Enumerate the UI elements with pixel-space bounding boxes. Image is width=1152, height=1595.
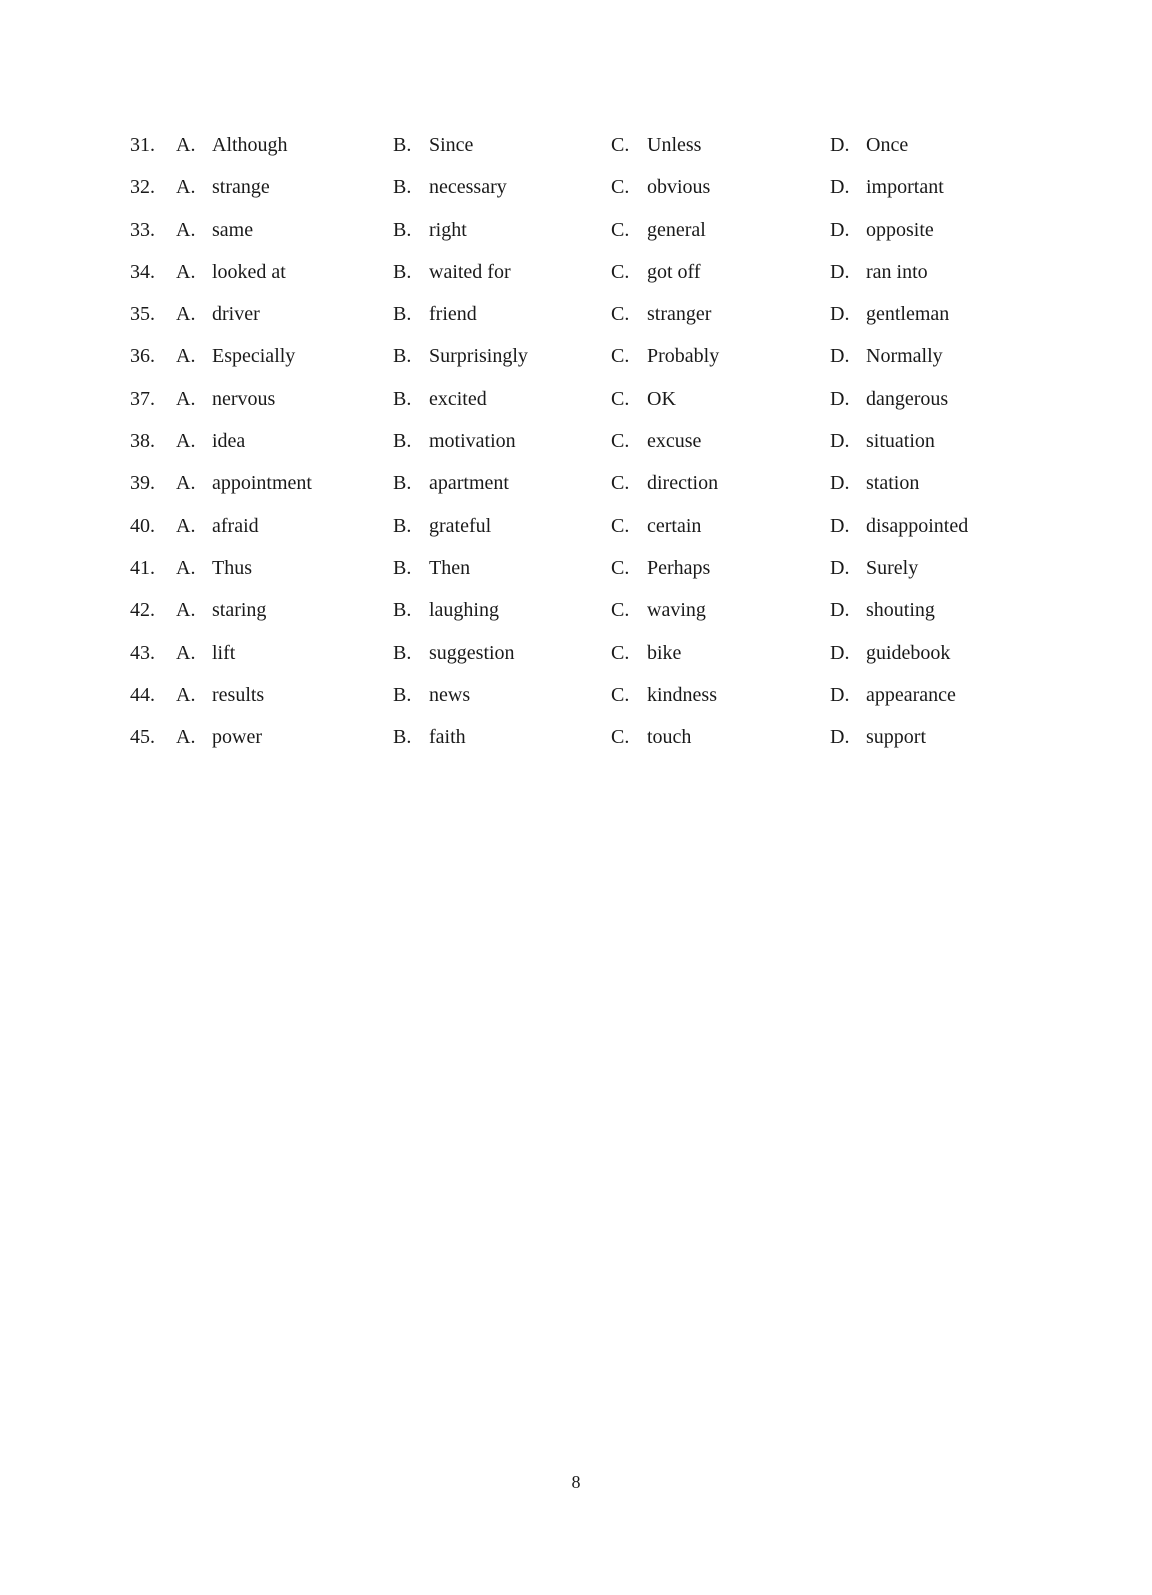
option-letter: A.: [176, 472, 196, 495]
option-letter: C.: [611, 430, 630, 453]
option-text: Surprisingly: [429, 345, 528, 368]
option-text: right: [429, 218, 467, 241]
option-text: power: [212, 726, 262, 749]
question-number: 36.: [130, 345, 155, 368]
option-letter: C.: [611, 556, 630, 579]
option-text: strange: [212, 176, 270, 199]
question-row: [130, 632, 1030, 674]
option-letter: A.: [176, 514, 196, 537]
question-row: [130, 209, 1030, 251]
question-row: [130, 547, 1030, 589]
question-number: 43.: [130, 641, 155, 664]
option-letter: D.: [830, 260, 850, 283]
option-text: guidebook: [866, 641, 951, 664]
question-row: [130, 251, 1030, 293]
option-text: faith: [429, 726, 466, 749]
option-text: Although: [212, 134, 288, 156]
option-letter: B.: [393, 641, 412, 664]
option-letter: D.: [830, 726, 850, 749]
question-row: [130, 716, 1030, 758]
option-letter: C.: [611, 134, 630, 156]
option-text: same: [212, 218, 254, 241]
option-letter: C.: [611, 599, 630, 622]
option-text: kindness: [647, 683, 717, 706]
option-text: got off: [647, 260, 701, 283]
option-letter: D.: [830, 599, 850, 622]
option-letter: B.: [393, 387, 412, 410]
option-text: station: [866, 472, 920, 495]
option-text: laughing: [429, 599, 499, 622]
question-row: [130, 124, 1030, 166]
option-text: bike: [647, 641, 682, 664]
option-letter: B.: [393, 345, 412, 368]
option-letter: C.: [611, 218, 630, 241]
option-letter: D.: [830, 556, 850, 579]
option-letter: C.: [611, 303, 630, 326]
option-letter: B.: [393, 472, 412, 495]
question-number: 39.: [130, 472, 155, 495]
question-number: 31.: [130, 134, 155, 156]
option-letter: D.: [830, 176, 850, 199]
option-letter: B.: [393, 430, 412, 453]
option-letter: D.: [830, 387, 850, 410]
question-number: 42.: [130, 599, 155, 622]
option-letter: B.: [393, 599, 412, 622]
option-text: excited: [429, 387, 487, 410]
option-letter: A.: [176, 641, 196, 664]
option-text: idea: [212, 430, 246, 453]
option-letter: A.: [176, 345, 196, 368]
question-row: [130, 293, 1030, 335]
option-text: obvious: [647, 176, 711, 199]
option-text: afraid: [212, 514, 259, 537]
question-number: 38.: [130, 430, 155, 453]
option-text: lift: [212, 641, 236, 664]
option-letter: D.: [830, 472, 850, 495]
option-text: Since: [429, 134, 474, 156]
option-text: friend: [429, 303, 477, 326]
question-row: [130, 420, 1030, 462]
question-number: 44.: [130, 683, 155, 706]
question-list: [130, 124, 1030, 758]
option-letter: D.: [830, 303, 850, 326]
option-letter: C.: [611, 260, 630, 283]
question-row: [130, 462, 1030, 504]
option-text: looked at: [212, 260, 286, 283]
option-text: dangerous: [866, 387, 949, 410]
option-text: touch: [647, 726, 692, 749]
option-letter: D.: [830, 134, 850, 156]
option-letter: B.: [393, 726, 412, 749]
question-row: [130, 166, 1030, 208]
option-letter: A.: [176, 683, 196, 706]
option-text: OK: [647, 387, 676, 410]
option-letter: A.: [176, 134, 196, 156]
question-row: [130, 589, 1030, 631]
question-row: [130, 335, 1030, 377]
option-text: important: [866, 176, 944, 199]
option-text: Then: [429, 556, 471, 579]
question-number: 35.: [130, 303, 155, 326]
option-text: Unless: [647, 134, 702, 156]
option-letter: D.: [830, 514, 850, 537]
option-text: Especially: [212, 345, 296, 368]
option-text: Perhaps: [647, 556, 711, 579]
option-letter: C.: [611, 345, 630, 368]
question-number: 34.: [130, 260, 155, 283]
question-row: [130, 674, 1030, 716]
option-text: shouting: [866, 599, 935, 622]
question-row: [130, 378, 1030, 420]
option-text: certain: [647, 514, 702, 537]
option-text: disappointed: [866, 514, 969, 537]
question-row: [130, 505, 1030, 547]
option-letter: A.: [176, 387, 196, 410]
option-text: Normally: [866, 345, 943, 368]
option-text: gentleman: [866, 303, 950, 326]
option-letter: B.: [393, 303, 412, 326]
option-letter: C.: [611, 514, 630, 537]
option-letter: A.: [176, 176, 196, 199]
option-text: Once: [866, 134, 909, 156]
option-text: driver: [212, 303, 260, 326]
option-text: situation: [866, 430, 935, 453]
option-text: waving: [647, 599, 706, 622]
option-text: motivation: [429, 430, 516, 453]
option-letter: B.: [393, 514, 412, 537]
option-letter: B.: [393, 556, 412, 579]
option-letter: D.: [830, 430, 850, 453]
option-text: excuse: [647, 430, 702, 453]
page-number: 8: [571, 1472, 581, 1492]
option-text: Surely: [866, 556, 919, 579]
option-letter: C.: [611, 176, 630, 199]
option-text: news: [429, 683, 471, 706]
question-number: 33.: [130, 218, 155, 241]
option-letter: C.: [611, 387, 630, 410]
option-text: staring: [212, 599, 267, 622]
option-letter: A.: [176, 556, 196, 579]
question-number: 37.: [130, 387, 155, 410]
question-number: 41.: [130, 556, 155, 579]
option-text: opposite: [866, 218, 934, 241]
option-text: grateful: [429, 514, 492, 537]
option-letter: A.: [176, 260, 196, 283]
option-letter: C.: [611, 683, 630, 706]
option-letter: C.: [611, 472, 630, 495]
option-letter: C.: [611, 641, 630, 664]
option-text: support: [866, 726, 926, 749]
option-letter: D.: [830, 683, 850, 706]
question-number: 32.: [130, 176, 155, 199]
option-letter: A.: [176, 303, 196, 326]
option-letter: D.: [830, 641, 850, 664]
option-letter: D.: [830, 218, 850, 241]
option-letter: B.: [393, 218, 412, 241]
option-text: stranger: [647, 303, 712, 326]
option-letter: B.: [393, 260, 412, 283]
option-letter: A.: [176, 726, 196, 749]
option-letter: D.: [830, 345, 850, 368]
option-text: appointment: [212, 472, 312, 495]
option-letter: B.: [393, 134, 412, 156]
option-text: Thus: [212, 556, 252, 579]
option-text: results: [212, 683, 265, 706]
option-letter: A.: [176, 599, 196, 622]
question-number: 45.: [130, 726, 155, 749]
option-text: apartment: [429, 472, 509, 495]
option-text: suggestion: [429, 641, 515, 664]
option-letter: B.: [393, 176, 412, 199]
option-text: direction: [647, 472, 719, 495]
option-letter: A.: [176, 430, 196, 453]
option-text: Probably: [647, 345, 720, 368]
option-text: ran into: [866, 260, 928, 283]
option-text: necessary: [429, 176, 507, 199]
option-letter: B.: [393, 683, 412, 706]
option-text: nervous: [212, 387, 276, 410]
question-number: 40.: [130, 514, 155, 537]
option-letter: A.: [176, 218, 196, 241]
option-letter: C.: [611, 726, 630, 749]
option-text: waited for: [429, 260, 511, 283]
option-text: general: [647, 218, 706, 241]
option-text: appearance: [866, 683, 956, 706]
